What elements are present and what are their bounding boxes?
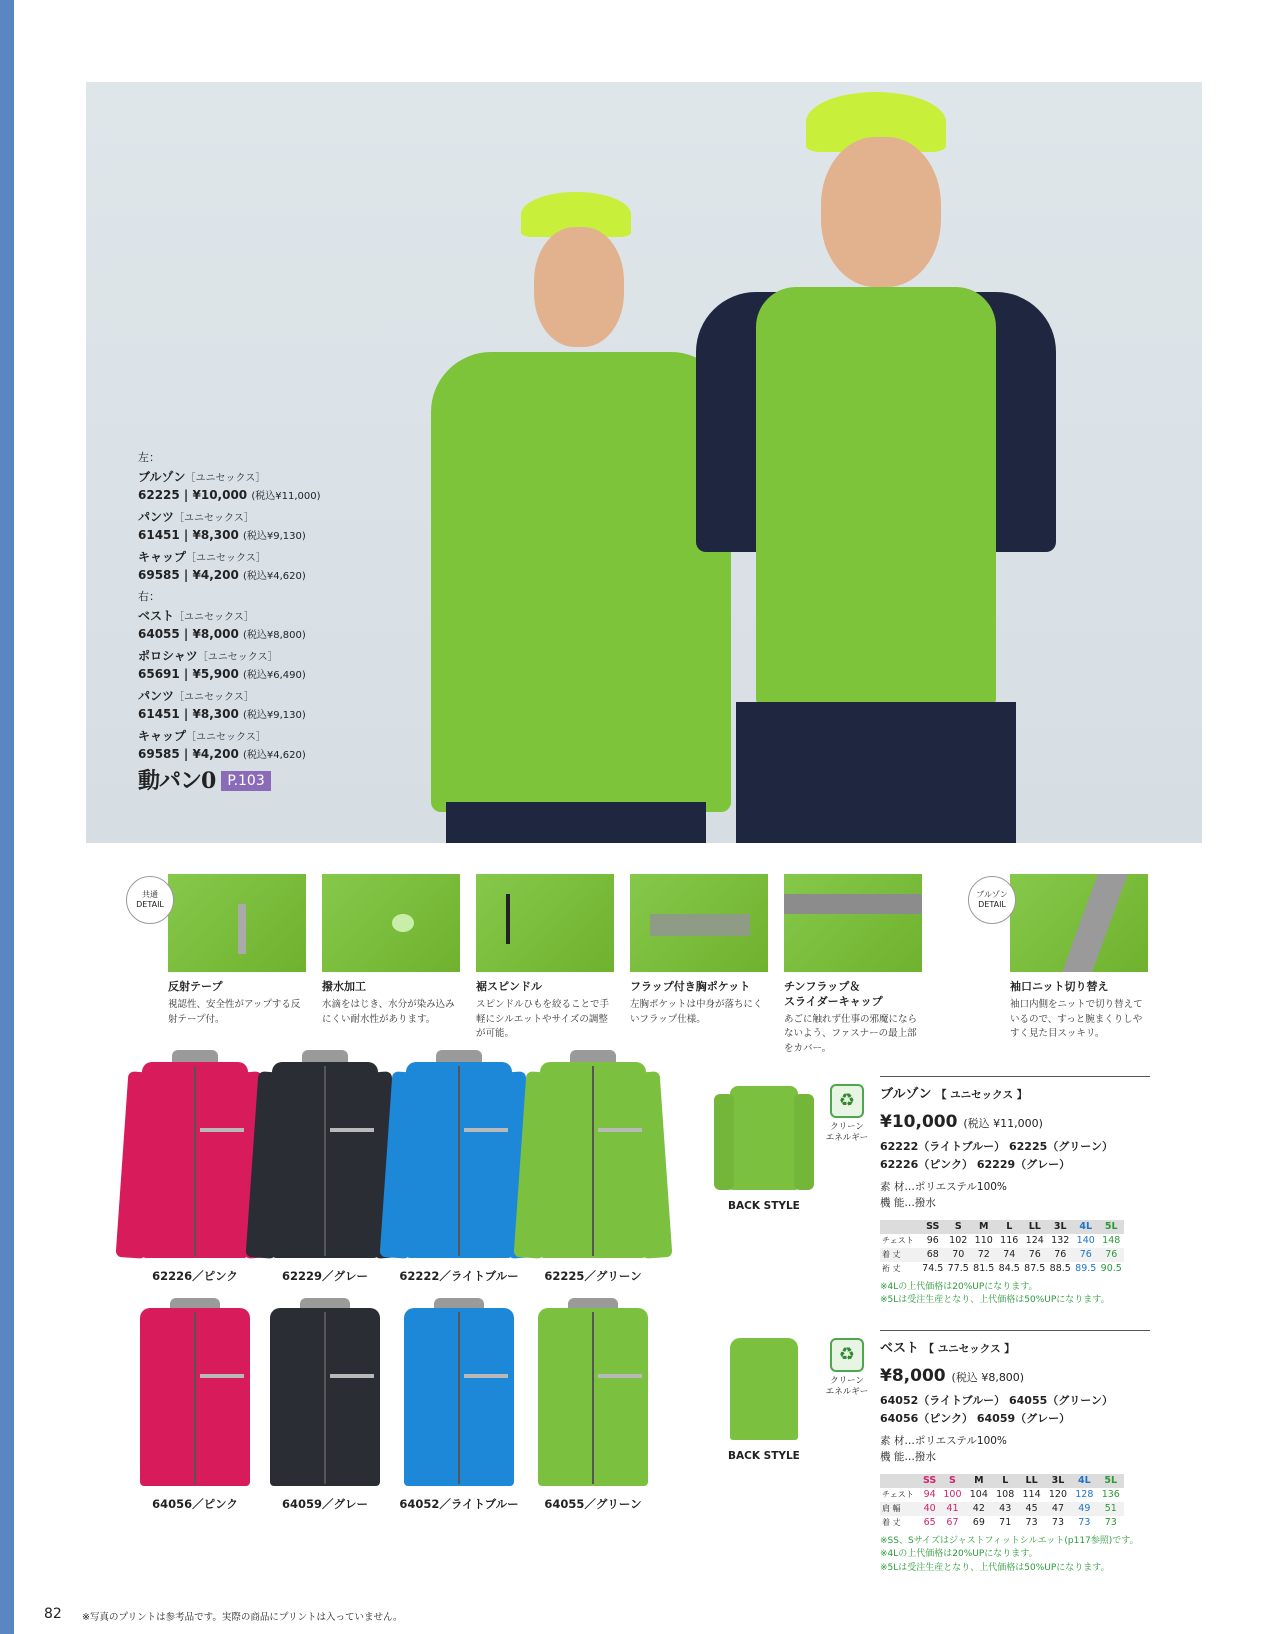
credit-item: ブルゾン［ユニセックス］ 62225 | ¥10,000 (税込¥11,000) [138,470,321,502]
size-table [880,1220,1124,1276]
detail-image [322,874,460,972]
size-header: S [939,1474,965,1488]
leaf-icon: ♻ [830,1338,864,1372]
vest-back-style-label: BACK STYLE [728,1450,800,1462]
spec-notes [880,1281,1150,1308]
side-color-bar [0,0,14,1634]
detail-reflective-tape: 反射テープ 視認性、安全性がアップする反射テープ付。 [168,874,306,1027]
vest-image [384,1298,534,1488]
vest-product [250,1298,400,1512]
spec-codes: 64052（ライトブルー） 64055（グリーン） 64056（ピンク） 64059（グレー） [880,1394,1114,1425]
size-row: チェスト 94 100 104 108 114 120 128 136 [882,1489,1120,1501]
detail-image [168,874,306,972]
blouson-detail-badge: ブルゾン DETAIL [968,876,1016,924]
jacket-product [250,1050,400,1284]
detail-image [1010,874,1148,972]
page-number: 82 [44,1606,62,1622]
color-label: 62225／グリーン [544,1269,642,1283]
size-header: 4L [1071,1474,1097,1488]
spec-material: 素 材…ポリエステル100% 機 能…撥水 [880,1181,1007,1210]
size-table [880,1474,1124,1530]
note-line: ※SS、Sサイズはジャストフィットシルエット(p117参照)です。 [880,1535,1139,1546]
spec-notes [880,1535,1150,1576]
size-header: M [971,1220,997,1234]
vest-spec: ♻ クリーン エネルギー ベスト 【 ユニセックス 】 ¥8,000 (税込 ¥8,800) 64052（ライトブルー） 64055（グリーン） 64056（ピンク） 64059（グレー） 素 材…ポリエステル100% 機 能…撥水 SS S M L LL 3L 4L 5L チェスト 94 100 104 108 114 120 128 136 肩 幅 40 41 42 43 45 47 49 51 着 丈 65 67 69 71 73 73 73 73 ※SS、Sサイズはジャストフィットシルエット(p117参照)です。 ※4Lの上代価格は20%UPになります。 ※5Lは受注生産となり、上代価格は50%UPになります。 [880,1330,1150,1575]
dopan-logo [138,770,368,792]
color-label: 64059／グレー [281,1497,368,1511]
jacket-image [384,1050,534,1260]
leaf-icon: ♻ [830,1084,864,1118]
jacket-image [250,1050,400,1260]
common-detail-badge: 共通 DETAIL [126,876,174,924]
size-header: M [966,1474,992,1488]
jacket-back-image [712,1082,816,1194]
detail-image [784,874,922,972]
color-label: 62229／グレー [281,1269,368,1283]
vest-product [120,1298,270,1512]
size-header: L [997,1220,1023,1234]
left-label: 左： [138,451,160,464]
credit-item: キャップ［ユニセックス］ 69585 | ¥4,200 (税込¥4,620) [138,729,306,761]
jacket-product [518,1050,668,1284]
spec-title: ブルゾン [880,1087,932,1102]
size-header: SS [920,1220,946,1234]
vest-back-image [730,1338,798,1440]
detail-hem-spindle: 裾スピンドル スピンドルひもを絞ることで手軽にシルエットやサイズの調整が可能。 [476,874,614,1042]
size-header: 4L [1073,1220,1099,1234]
spec-price: ¥10,000 (税込 ¥11,000) [880,1112,1043,1132]
spec-title: ベスト [880,1341,920,1356]
color-label: 64055／グリーン [544,1497,642,1511]
credit-item: パンツ［ユニセックス］ 61451 | ¥8,300 (税込¥9,130) [138,510,306,542]
spec-material: 素 材…ポリエステル100% 機 能…撥水 [880,1435,1007,1464]
color-label: 62226／ピンク [152,1269,238,1283]
spec-codes: 62222（ライトブルー） 62225（グリーン） 62226（ピンク） 62229（グレー） [880,1140,1114,1171]
right-label: 右： [138,590,160,603]
size-header: 5L [1098,1474,1124,1488]
model-right [646,92,1106,843]
credit-item: キャップ［ユニセックス］ 69585 | ¥4,200 (税込¥4,620) [138,550,306,582]
credit-item: ベスト［ユニセックス］ 64055 | ¥8,000 (税込¥8,800) [138,609,306,641]
jacket-image [518,1050,668,1260]
logo-text: 動パン0 [138,768,216,794]
size-header [880,1220,920,1234]
vest-image [518,1298,668,1488]
color-label: 64052／ライトブルー [399,1497,519,1511]
detail-flap-pocket: フラップ付き胸ポケット 左胸ポケットは中身が落ちにくいフラップ仕様。 [630,874,768,1027]
jacket-back-style-label: BACK STYLE [728,1200,800,1212]
size-header: LL [1022,1220,1048,1234]
clean-energy-mark: ♻ クリーン エネルギー [822,1338,872,1397]
outfit-credits [138,450,368,792]
size-header: SS [920,1474,939,1488]
size-header: L [992,1474,1018,1488]
color-label: 62222／ライトブルー [399,1269,519,1283]
size-row: 肩 幅 40 41 42 43 45 47 49 51 [880,1502,1124,1516]
size-row: チェスト 96 102 110 116 124 132 140 148 [882,1235,1121,1247]
size-row: 裄 丈 74.5 77.5 81.5 84.5 87.5 88.5 89.5 90.5 [882,1263,1122,1275]
note-line: ※5Lは受注生産となり、上代価格は50%UPになります。 [880,1562,1110,1573]
size-row: 着 丈 68 70 72 74 76 76 76 76 [880,1248,1124,1262]
color-label: 64056／ピンク [152,1497,238,1511]
spec-price: ¥8,000 (税込 ¥8,800) [880,1366,1025,1386]
detail-chin-flap: チンフラップ＆ スライダーキャップ あごに触れず仕事の邪魔にならないよう、ファスナーの最上部をカバー。 [784,874,922,1057]
detail-water-repellent: 撥水加工 水滴をはじき、水分が染み込みにくい耐水性があります。 [322,874,460,1027]
size-header: LL [1018,1474,1044,1488]
logo-page-link[interactable]: P.103 [221,771,270,791]
size-header [880,1474,920,1488]
note-line: ※4Lの上代価格は20%UPになります。 [880,1549,1038,1560]
detail-image [630,874,768,972]
credit-item: ポロシャツ［ユニセックス］ 65691 | ¥5,900 (税込¥6,490) [138,649,306,681]
detail-image [476,874,614,972]
note-line: ※4Lの上代価格は20%UPになります。 [880,1281,1038,1292]
jacket-product [384,1050,534,1284]
size-header: 3L [1045,1474,1071,1488]
footnote: ※写真のプリントは参考品です。実際の商品にプリントは入っていません。 [82,1612,403,1623]
size-header: S [946,1220,972,1234]
vest-image [120,1298,270,1488]
vest-image [250,1298,400,1488]
size-row: 着 丈 65 67 69 71 73 73 73 73 [882,1517,1117,1529]
credit-item: パンツ［ユニセックス］ 61451 | ¥8,300 (税込¥9,130) [138,689,306,721]
vest-product [384,1298,534,1512]
clean-energy-mark: ♻ クリーン エネルギー [822,1084,872,1143]
vest-product [518,1298,668,1512]
blouson-spec: ♻ クリーン エネルギー ブルゾン 【 ユニセックス 】 ¥10,000 (税込 ¥11,000) 62222（ライトブルー） 62225（グリーン） 62226（ピンク） 62229（グレー） 素 材…ポリエステル100% 機 能…撥水 SS S M L LL 3L 4L 5L チェスト 96 102 110 116 124 132 140 148 着 丈 68 70 72 74 76 76 76 76 裄 丈 74.5 77.5 81.5 84.5 87.5 88.5 89.5 90.5 ※4Lの上代価格は20%UPになります。 ※5Lは受注生産となり、上代価格は50%UPになります。 [880,1076,1150,1308]
detail-knit-cuff: 袖口ニット切り替え 袖口内側をニットで切り替えているので、すっと腕まくりしやすく見た目スッキリ。 [1010,874,1148,1042]
note-line: ※5Lは受注生産となり、上代価格は50%UPになります。 [880,1295,1110,1306]
size-header: 3L [1048,1220,1074,1234]
size-header: 5L [1099,1220,1125,1234]
